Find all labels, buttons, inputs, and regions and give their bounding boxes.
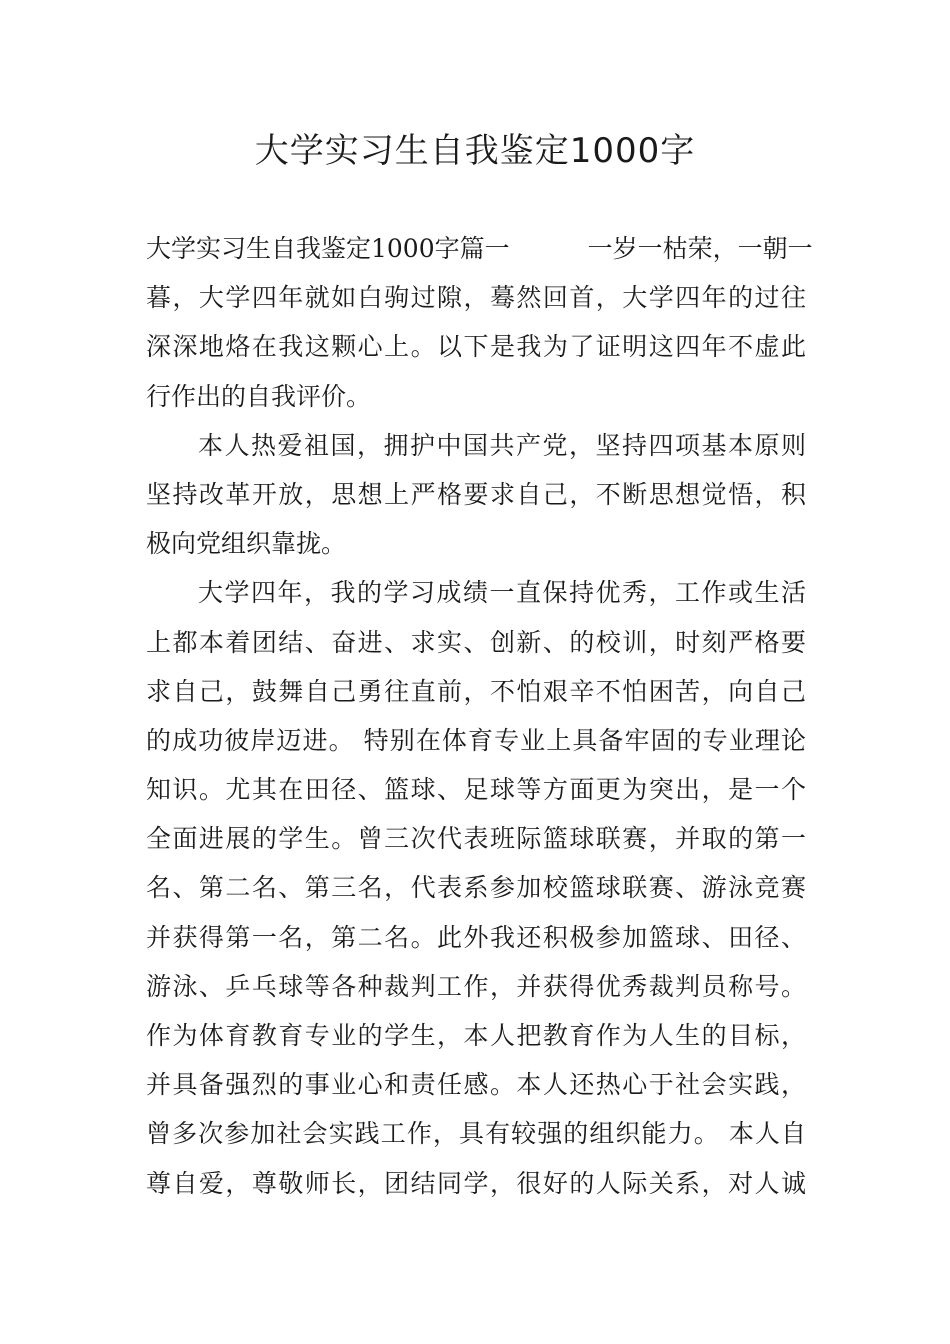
text-line: 本人热爱祖国，拥护中国共产党，坚持四项基本原则 <box>198 430 806 460</box>
text-line: 作为体育教育专业的学生，本人把教育作为人生的目标， <box>146 1021 806 1050</box>
text-line-continuation: 一岁一枯荣，一朝一 <box>587 234 813 263</box>
text-line: 并获得第一名，第二名。此外我还积极参加篮球、田径、 <box>146 922 806 952</box>
text-line: 暮，大学四年就如白驹过隙，蓦然回首，大学四年的过往 <box>146 283 806 313</box>
text-line: 游泳、乒乓球等各种裁判工作，并获得优秀裁判员称号。 <box>146 971 806 1001</box>
text-line: 深深地烙在我这颗心上。以下是我为了证明这四年不虚此 <box>146 332 806 362</box>
text-line: 行作出的自我评价。 <box>146 381 372 411</box>
text-line: 上都本着团结、奋进、求实、创新、的校训，时刻严格要 <box>146 627 806 657</box>
text-line: 求自己，鼓舞自己勇往直前，不怕艰辛不怕困苦，向自己 <box>146 676 806 706</box>
text-line: 尊自爱，尊敬师长，团结同学，很好的人际关系，对人诚 <box>146 1168 806 1198</box>
document-body <box>146 224 813 1208</box>
document-title: 大学实习生自我鉴定1000字 <box>254 131 696 171</box>
text-line: 的成功彼岸迈进。 特别在体育专业上具备牢固的专业理论 <box>146 725 806 755</box>
text-line: 曾多次参加社会实践工作，具有较强的组织能力。 本人自 <box>146 1119 806 1149</box>
text-line: 全面进展的学生。曾三次代表班际篮球联赛，并取的第一 <box>146 824 806 854</box>
text-line: 并具备强烈的事业心和责任感。本人还热心于社会实践， <box>146 1070 806 1100</box>
text-line: 坚持改革开放，思想上严格要求自己，不断思想觉悟，积 <box>146 479 806 509</box>
text-line <box>146 224 813 273</box>
text-line-heading: 大学实习生自我鉴定1000字篇一 <box>146 234 510 263</box>
text-line: 名、第二名、第三名，代表系参加校篮球联赛、游泳竞赛 <box>146 873 806 903</box>
text-line: 极向党组织靠拢。 <box>146 529 347 559</box>
text-line: 大学四年，我的学习成绩一直保持优秀，工作或生活 <box>198 578 806 608</box>
text-line: 知识。尤其在田径、篮球、足球等方面更为突出，是一个 <box>146 775 806 805</box>
